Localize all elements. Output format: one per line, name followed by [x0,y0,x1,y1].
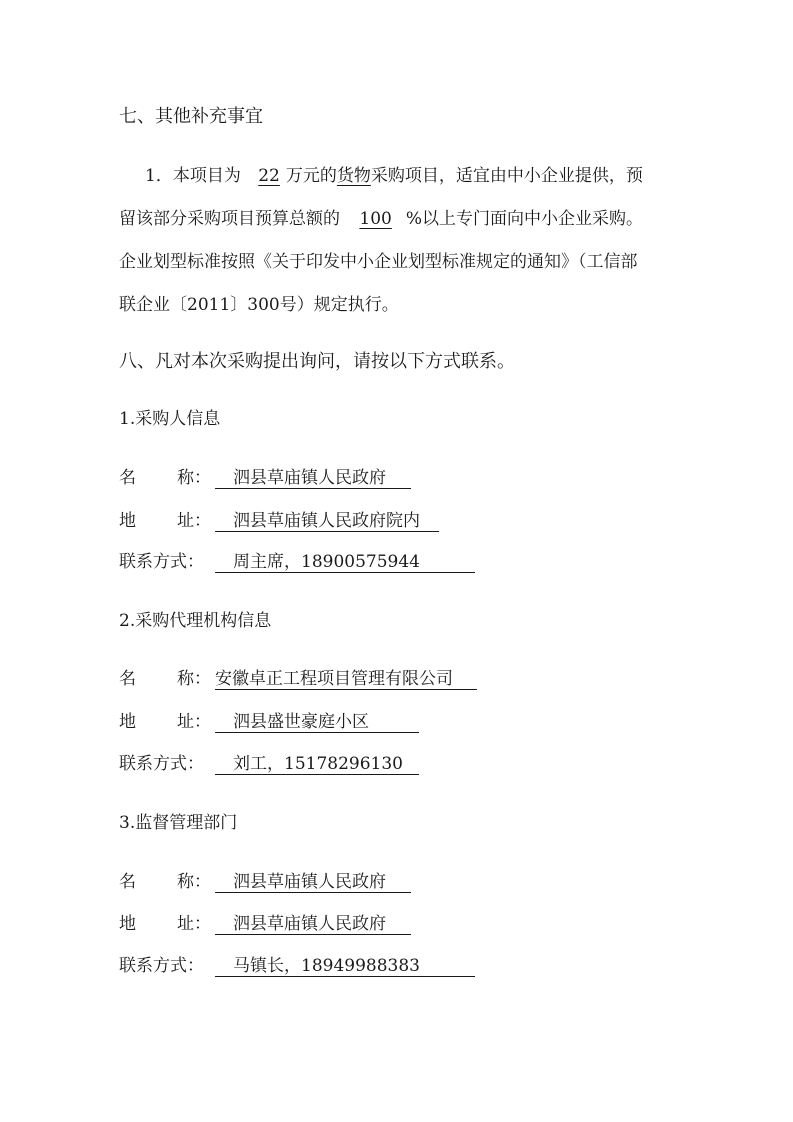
p2-post: %以上专门面向中小企业采购。 [405,209,644,229]
supervisor-contact-row [119,955,475,977]
agency-contact: 刘工，15178296130 [215,754,419,775]
address-label-1: 地 [119,511,136,531]
supervisor-name-row [119,871,411,893]
goods-type: 货物 [336,166,371,186]
address-label-1: 地 [119,914,136,934]
purchaser-address: 泗县草庙镇人民政府院内 [215,511,439,532]
address-label-2: 址： [177,914,211,934]
name-label-1: 名 [119,468,136,488]
section-7-heading: 七、其他补充事宜 [119,106,263,127]
paragraph-line-3: 企业划型标准按照《关于印发中小企业划型标准规定的通知》（工信部 [119,252,638,272]
supervisor-name: 泗县草庙镇人民政府 [215,872,411,893]
percent-value: 100 [359,209,392,229]
contact-label: 联系方式： [119,754,204,774]
name-label-1: 名 [119,872,136,892]
p1-prefix: 1．本项目为 [145,166,241,186]
address-label-2: 址： [177,511,211,531]
purchaser-title: 1.采购人信息 [119,409,221,429]
contact-label: 联系方式： [119,552,204,572]
name-label-2: 称： [177,468,211,488]
supervisor-address-row [119,913,411,935]
address-label-2: 址： [177,712,211,732]
p2-prefix: 留该部分采购项目预算总额的 [119,209,340,229]
purchaser-name: 泗县草庙镇人民政府 [215,468,411,489]
agency-title: 2.采购代理机构信息 [119,611,272,631]
purchaser-contact-row [119,551,475,573]
p1-mid2: 采购项目，适宜由中小企业提供，预 [370,166,643,186]
purchaser-name-row [119,467,411,489]
name-label-2: 称： [177,669,211,689]
agency-name-row [119,668,477,690]
name-label-1: 名 [119,669,136,689]
p1-mid1: 万元的 [285,166,337,186]
amount-value: 22 [258,166,280,186]
agency-address-row [119,711,419,733]
agency-address: 泗县盛世豪庭小区 [215,712,419,733]
purchaser-contact: 周主席，18900575944 [215,552,475,573]
supervisor-title: 3.监督管理部门 [119,813,238,833]
purchaser-address-row [119,510,439,532]
contact-label: 联系方式： [119,956,204,976]
supervisor-address: 泗县草庙镇人民政府 [215,914,411,935]
paragraph-line-4: 联企业〔2011〕300号）规定执行。 [119,295,399,315]
paragraph-line-2 [119,208,643,230]
address-label-1: 地 [119,712,136,732]
agency-contact-row [119,753,419,775]
agency-name: 安徽卓正工程项目管理有限公司 [215,669,477,690]
paragraph-line-1 [145,165,643,187]
section-8-heading: 八、凡对本次采购提出询问，请按以下方式联系。 [119,351,515,372]
supervisor-contact: 马镇长，18949988383 [215,956,475,977]
name-label-2: 称： [177,872,211,892]
